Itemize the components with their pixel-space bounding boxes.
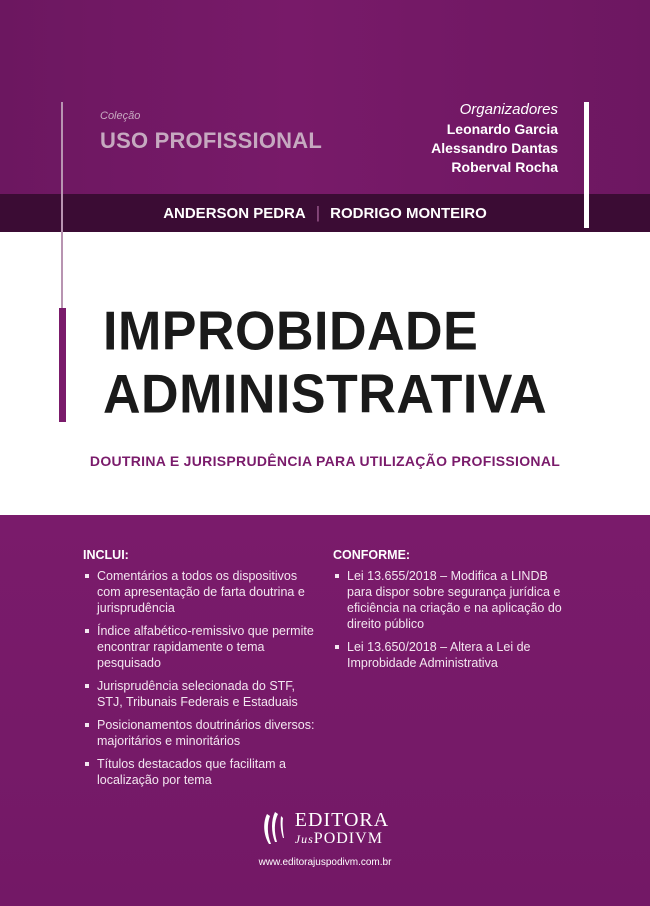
authors bbox=[0, 194, 650, 232]
conforme-heading: CONFORME: bbox=[333, 548, 411, 562]
organizer-name: Roberval Rocha bbox=[451, 159, 558, 175]
title-line: IMPROBIDADE bbox=[103, 301, 479, 362]
list-item: Lei 13.650/2018 – Altera a Lei de Improbidade Administrativa bbox=[333, 639, 573, 671]
list-item: Posicionamentos doutrinários diversos: majoritários e minoritários bbox=[83, 717, 315, 749]
collection-label: Coleção bbox=[100, 110, 141, 122]
includes-heading: INCLUI: bbox=[83, 548, 129, 562]
conforme-list bbox=[333, 568, 573, 671]
publisher-name bbox=[295, 810, 389, 848]
organizer-name: Leonardo Garcia bbox=[446, 121, 558, 137]
book-title bbox=[103, 300, 547, 426]
includes-section bbox=[83, 548, 315, 795]
quill-icon bbox=[261, 810, 287, 848]
includes-list bbox=[83, 568, 315, 788]
author-name: ANDERSON PEDRA bbox=[163, 204, 306, 222]
organizers bbox=[431, 101, 558, 177]
title-line: ADMINISTRATIVA bbox=[103, 364, 548, 425]
list-item: Comentários a todos os dispositivos com apresentação de farta doutrina e jurisprudência bbox=[83, 568, 315, 616]
list-item: Lei 13.655/2018 – Modifica a LINDB para dispor sobre segurança jurídica e eficiência na criação e na aplicação do direito público bbox=[333, 568, 573, 632]
list-item: Jurisprudência selecionada do STF, STJ, Tribunais Federais e Estaduais bbox=[83, 678, 315, 710]
left-accent-bar bbox=[59, 308, 66, 422]
author-separator: | bbox=[315, 203, 321, 222]
organizers-label: Organizadores bbox=[459, 101, 558, 118]
book-subtitle: DOUTRINA E JURISPRUDÊNCIA PARA UTILIZAÇÃO PROFISSIONAL bbox=[89, 453, 561, 469]
publisher-line-2 bbox=[295, 830, 389, 848]
publisher-prefix: Jus bbox=[294, 832, 314, 846]
list-item: Títulos destacados que facilitam a localização por tema bbox=[83, 756, 315, 788]
conforme-section bbox=[333, 548, 573, 678]
organizer-name: Alessandro Dantas bbox=[431, 140, 558, 156]
list-item: Índice alfabético-remissivo que permite encontrar rapidamente o tema pesquisado bbox=[83, 623, 315, 671]
collection-title: USO PROFISSIONAL bbox=[100, 128, 322, 153]
author-name: RODRIGO MONTEIRO bbox=[330, 204, 487, 222]
publisher-url: www.editorajuspodivm.com.br bbox=[258, 857, 392, 868]
publisher-line-1: EDITORA bbox=[294, 809, 390, 831]
publisher-logo bbox=[0, 810, 650, 848]
publisher-suffix: PODIVM bbox=[313, 830, 383, 847]
